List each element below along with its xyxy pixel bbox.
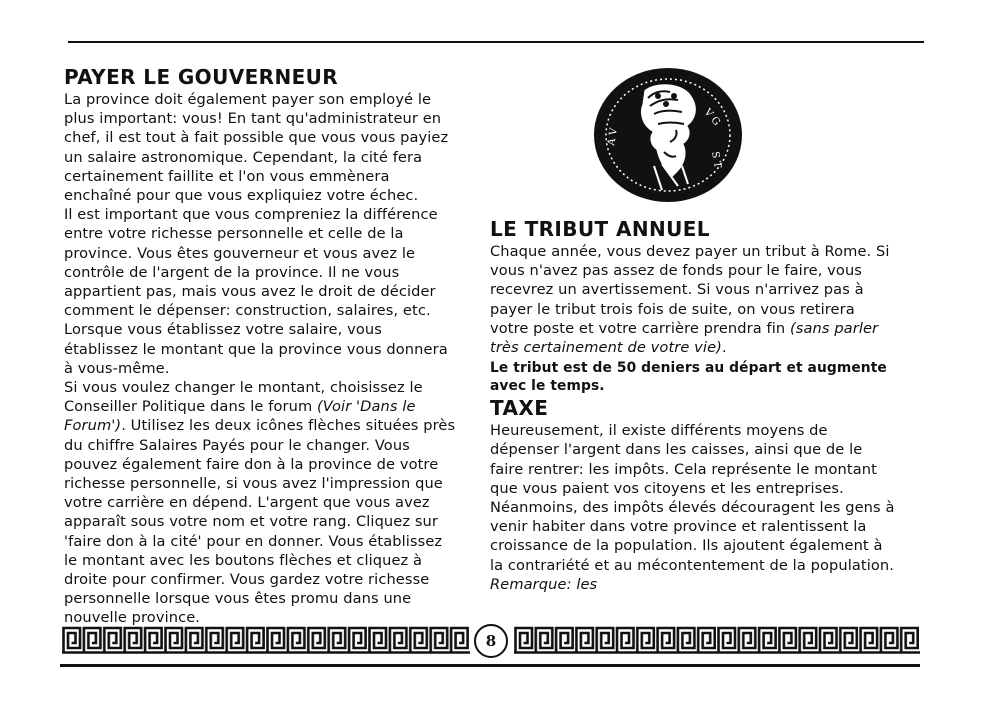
meander-border-left <box>62 626 470 654</box>
roman-coin-illustration <box>592 66 744 204</box>
right-column <box>490 216 895 594</box>
page-number: 8 <box>474 624 508 658</box>
tribut-note-bold: Le tribut est de 50 deniers au départ et augmente avec le temps. <box>490 360 887 395</box>
paragraph-2: Il est important que vous compreniez la différence entre votre richesse personnelle et celle de la province. Vous êtes gouverneur et vous avez le contrôle de l'argent de la province. Il ne vous appartient pas, mais vous avez le droit de décider comment le dépenser: construction, salaires, etc. Lorsque vous établissez votre salaire, vous établissez le montant que la province vous donnera à vous-même. <box>64 206 448 377</box>
heading-taxe: TAXE <box>490 396 549 421</box>
paragraph-taxe: Heureusement, il existe différents moyens de dépenser l'argent dans les caisses, ainsi que de le faire rentrer: les impôts. Cela représente le montant que vous paient vos citoyens et les entreprises. Néanmoins, des impôts élevés découragent les gens à venir habiter dans votre province et ralentissent la croissance de la population. Ils ajoutent également à la contrariété et au mécontentement de la population. Remarque: les <box>490 422 895 593</box>
paragraph-1: La province doit également payer son employé le plus important: vous! En tant qu'administrateur en chef, il est tout à fait possible que vous vous payiez un salaire astronomique. Cependant, la cité fera certainement faillite et l'on vous emmènera enchaîné pour que vous expliquiez votre échec. <box>64 91 449 205</box>
paragraph-tribut: Chaque année, vous devez payer un tribut à Rome. Si vous n'avez pas assez de fonds pour le faire, vous recevrez un avertissement. Si vous n'arrivez pas à payer le tribut trois fois de suite, on vous retirera votre poste et votre carrière prendra fin (sans parler très certainement de votre vie). <box>490 243 890 357</box>
top-rule <box>68 41 924 43</box>
svg-text:S T: S T <box>709 150 723 169</box>
svg-text:A V: A V <box>606 127 621 147</box>
bottom-rule <box>60 664 920 667</box>
heading-le-tribut-annuel: LE TRIBUT ANNUEL <box>490 217 710 241</box>
meander-border-right <box>514 626 920 654</box>
heading-payer-le-gouverneur: PAYER LE GOUVERNEUR <box>64 65 339 89</box>
svg-text:V G: V G <box>701 106 722 129</box>
paragraph-3: Si vous voulez changer le montant, choisissez le Conseiller Politique dans le forum (Voir 'Dans le Forum'). Utilisez les deux icônes flèches situées près du chiffre Salaires Payés pour le changer. Vous pouvez également faire don à la province de votre richesse personnelle, si vous avez l'impression que votre carrière en dépend. L'argent que vous avez apparaît sous votre nom et votre rang. Cliquez sur 'faire don à la cité' pour en donner. Vous établissez le montant avec les boutons flèches et cliquez à droite pour confirmer. Vous gardez votre richesse personnelle lorsque vous êtes promu dans une nouvelle province. <box>64 379 456 627</box>
left-column <box>64 64 456 628</box>
